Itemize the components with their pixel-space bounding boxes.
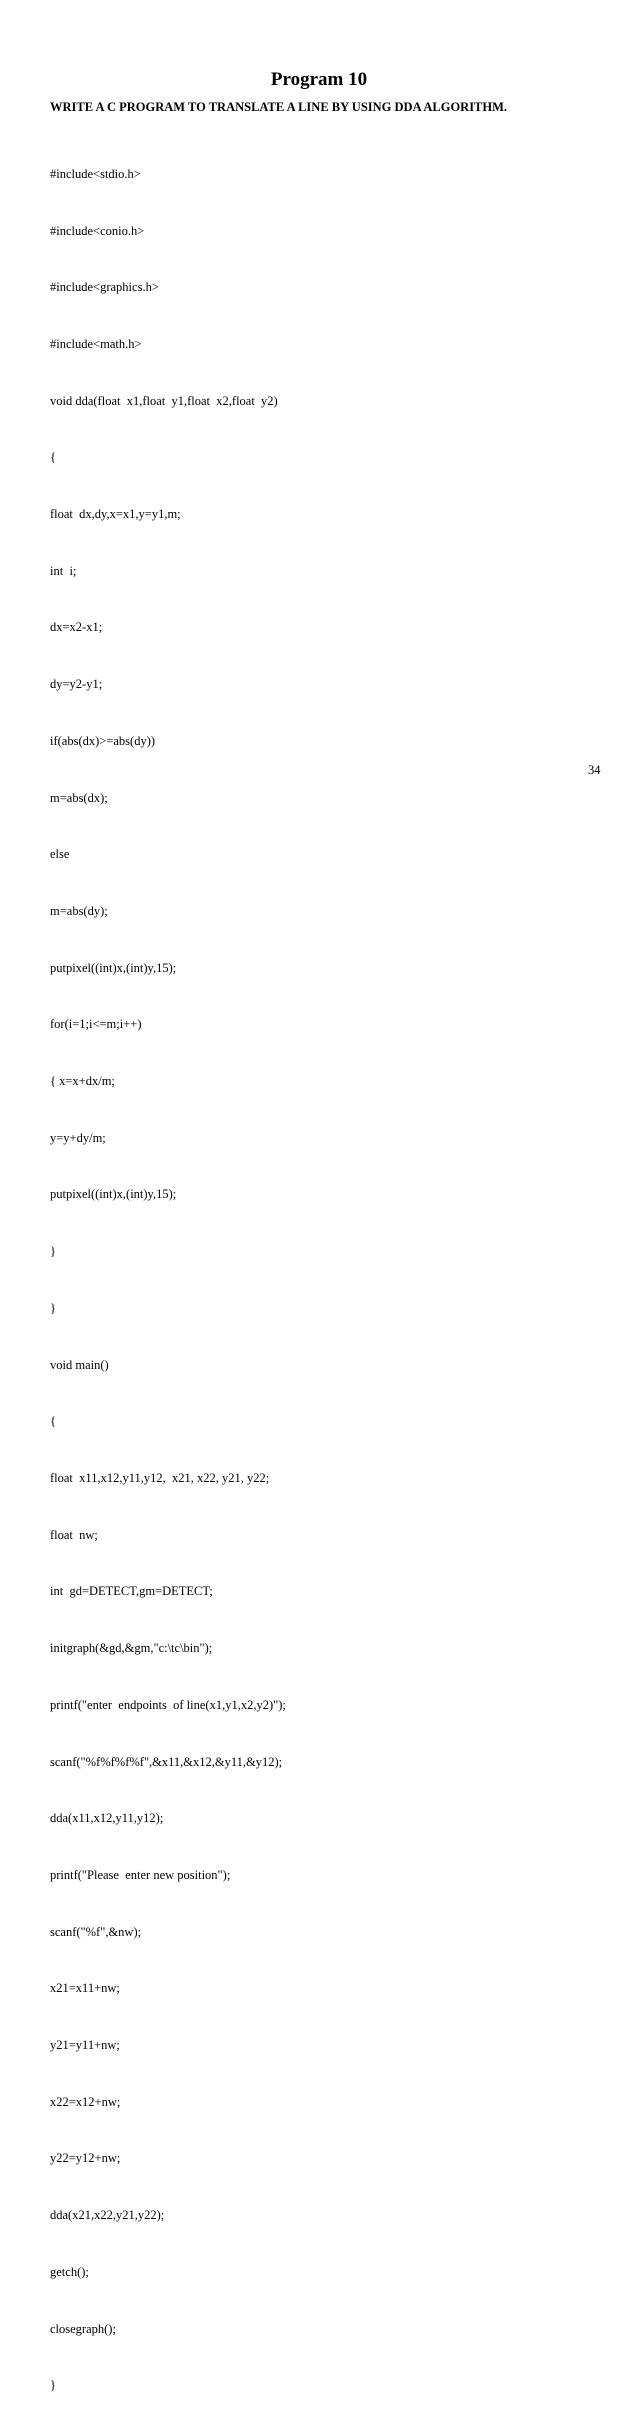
- code-line: dda(x21,x22,y21,y22);: [50, 2208, 165, 2223]
- code-line: scanf("%f%f%f%f",&x11,&x12,&y11,&y12);: [50, 1754, 283, 1769]
- code-line: dy=y2-y1;: [50, 677, 103, 692]
- code-line: float nw;: [50, 1527, 98, 1542]
- code-line: x22=x12+nw;: [50, 2094, 121, 2109]
- code-line: #include<stdio.h>: [50, 166, 141, 181]
- code-line: }: [50, 1300, 56, 1315]
- code-line: dx=x2-x1;: [50, 620, 103, 635]
- code-line: { x=x+dx/m;: [50, 1074, 115, 1089]
- program-description: WRITE A C PROGRAM TO TRANSLATE A LINE BY USING DDA ALGORITHM.: [50, 100, 508, 114]
- code-line: m=abs(dy);: [50, 903, 108, 918]
- code-line: #include<graphics.h>: [50, 280, 159, 295]
- code-line: putpixel((int)x,(int)y,15);: [50, 1187, 177, 1202]
- code-line: initgraph(&gd,&gm,"c:\tc\bin");: [50, 1641, 213, 1656]
- code-line: getch();: [50, 2264, 89, 2279]
- code-line: for(i=1;i<=m;i++): [50, 1017, 142, 1032]
- code-line: void dda(float x1,float y1,float x2,float y2): [50, 393, 278, 408]
- code-line: {: [50, 1414, 56, 1429]
- code-line: closegraph();: [50, 2321, 116, 2336]
- code-line: }: [50, 2378, 56, 2393]
- code-line: #include<conio.h>: [50, 223, 145, 238]
- code-line: void main(): [50, 1357, 109, 1372]
- code-line: scanf("%f",&nw);: [50, 1924, 142, 1939]
- code-line: #include<math.h>: [50, 336, 142, 351]
- code-line: }: [50, 1244, 56, 1259]
- code-line: float x11,x12,y11,y12, x21, x22, y21, y22;: [50, 1470, 270, 1485]
- code-line: printf("Please enter new position");: [50, 1867, 231, 1882]
- code-line: y21=y11+nw;: [50, 2038, 120, 2053]
- page-number: 34: [588, 763, 601, 777]
- code-line: y22=y12+nw;: [50, 2151, 121, 2166]
- code-line: m=abs(dx);: [50, 790, 108, 805]
- code-listing: [50, 127, 286, 2414]
- code-line: dda(x11,x12,y11,y12);: [50, 1811, 164, 1826]
- code-line: else: [50, 847, 70, 862]
- code-line: putpixel((int)x,(int)y,15);: [50, 960, 177, 975]
- code-line: float dx,dy,x=x1,y=y1,m;: [50, 507, 181, 522]
- code-line: if(abs(dx)>=abs(dy)): [50, 733, 156, 748]
- code-line: x21=x11+nw;: [50, 1981, 120, 1996]
- code-line: {: [50, 450, 56, 465]
- program-title: Program 10: [270, 69, 368, 90]
- code-line: printf("enter endpoints of line(x1,y1,x2,y2)");: [50, 1697, 286, 1712]
- code-line: y=y+dy/m;: [50, 1130, 106, 1145]
- code-line: int gd=DETECT,gm=DETECT;: [50, 1584, 213, 1599]
- code-line: int i;: [50, 563, 77, 578]
